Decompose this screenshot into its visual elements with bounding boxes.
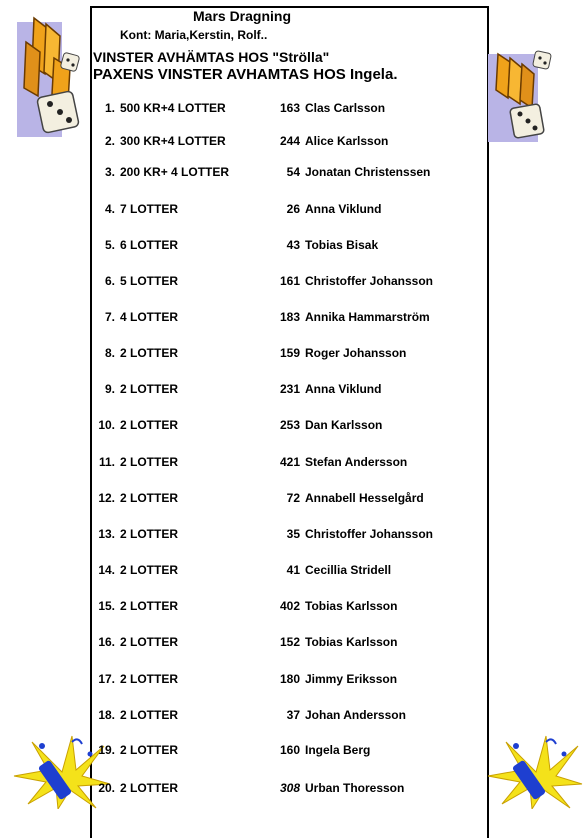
prize-text: 2 LOTTER xyxy=(120,708,179,722)
winner-row xyxy=(0,635,586,653)
row-number: 20. xyxy=(98,781,115,795)
prize-text: 2 LOTTER xyxy=(120,672,179,686)
winner-name: Jimmy Eriksson xyxy=(305,672,398,686)
row-number: 4. xyxy=(104,202,115,216)
winner-row xyxy=(0,672,586,690)
ticket-number: 152 xyxy=(279,635,300,649)
prize-text: 2 LOTTER xyxy=(120,781,179,795)
prize-text: 2 LOTTER xyxy=(120,382,179,396)
winner-row xyxy=(0,781,586,799)
row-number: 11. xyxy=(98,455,115,469)
ticket-number: 244 xyxy=(279,134,300,148)
dice-clipart-right-icon xyxy=(484,50,554,145)
ticket-number: 231 xyxy=(279,382,300,396)
winner-row xyxy=(0,101,586,119)
winner-name: Jonatan Christenssen xyxy=(305,165,431,179)
row-number: 6. xyxy=(104,274,115,288)
winner-name: Christoffer Johansson xyxy=(305,274,434,288)
prize-text: 2 LOTTER xyxy=(120,491,179,505)
winner-name: Alice Karlsson xyxy=(305,134,389,148)
winner-row xyxy=(0,491,586,509)
prize-text: 5 LOTTER xyxy=(120,274,179,288)
prize-text: 2 LOTTER xyxy=(120,418,179,432)
row-number: 19. xyxy=(98,743,115,757)
winner-row xyxy=(0,418,586,436)
row-number: 5. xyxy=(104,238,115,252)
winner-name: Roger Johansson xyxy=(305,346,407,360)
prize-text: 2 LOTTER xyxy=(120,563,179,577)
prize-text: 300 KR+4 LOTTER xyxy=(120,134,226,148)
ticket-number: 161 xyxy=(279,274,300,288)
row-number: 13. xyxy=(98,527,115,541)
prize-text: 6 LOTTER xyxy=(120,238,179,252)
ticket-number: 183 xyxy=(279,310,300,324)
ticket-number: 308 xyxy=(279,781,300,795)
winner-row xyxy=(0,708,586,726)
page-title: Mars Dragning xyxy=(193,8,292,24)
row-number: 3. xyxy=(104,165,115,179)
winner-name: Clas Carlsson xyxy=(305,101,386,115)
winner-row xyxy=(0,455,586,473)
ticket-number: 37 xyxy=(286,708,300,722)
winner-name: Anna Viklund xyxy=(305,382,382,396)
ticket-number: 72 xyxy=(286,491,300,505)
dice-clipart-left-icon xyxy=(12,12,82,142)
prize-text: 2 LOTTER xyxy=(120,346,179,360)
ticket-number: 26 xyxy=(286,202,300,216)
winner-row xyxy=(0,743,586,761)
row-number: 12. xyxy=(98,491,115,505)
row-number: 8. xyxy=(104,346,115,360)
winner-row xyxy=(0,310,586,328)
winner-name: Tobias Karlsson xyxy=(305,599,398,613)
row-number: 10. xyxy=(98,418,115,432)
pax-pickup-notice: PAXENS VINSTER AVHAMTAS HOS Ingela. xyxy=(93,66,398,83)
winner-row xyxy=(0,165,586,183)
ticket-number: 253 xyxy=(279,418,300,432)
winner-row xyxy=(0,202,586,220)
winner-name: Christoffer Johansson xyxy=(305,527,434,541)
winner-name: Johan Andersson xyxy=(305,708,406,722)
ticket-number: 43 xyxy=(286,238,300,252)
winner-name: Dan Karlsson xyxy=(305,418,383,432)
row-number: 9. xyxy=(104,382,115,396)
ticket-number: 163 xyxy=(279,101,300,115)
row-number: 2. xyxy=(104,134,115,148)
ticket-number: 421 xyxy=(279,455,300,469)
ticket-number: 54 xyxy=(286,165,300,179)
ticket-number: 160 xyxy=(279,743,300,757)
row-number: 7. xyxy=(104,310,115,324)
winner-row xyxy=(0,346,586,364)
row-number: 1. xyxy=(104,101,115,115)
prize-text: 7 LOTTER xyxy=(120,202,179,216)
row-number: 16. xyxy=(98,635,115,649)
prize-text: 500 KR+4 LOTTER xyxy=(120,101,226,115)
row-number: 14. xyxy=(98,563,115,577)
prize-text: 4 LOTTER xyxy=(120,310,179,324)
winner-row xyxy=(0,527,586,545)
row-number: 17. xyxy=(98,672,115,686)
winner-row xyxy=(0,238,586,256)
ticket-number: 35 xyxy=(286,527,300,541)
pickup-notice: VINSTER AVHÄMTAS HOS "Strölla" xyxy=(93,49,330,65)
winner-name: Stefan Andersson xyxy=(305,455,408,469)
winner-row xyxy=(0,563,586,581)
row-number: 18. xyxy=(98,708,115,722)
ticket-number: 41 xyxy=(286,563,300,577)
winner-name: Annabell Hesselgård xyxy=(305,491,424,505)
winner-row xyxy=(0,274,586,292)
ticket-number: 159 xyxy=(279,346,300,360)
winner-row xyxy=(0,599,586,617)
winner-name: Tobias Bisak xyxy=(305,238,379,252)
winner-name: Annika Hammarström xyxy=(305,310,430,324)
prize-text: 2 LOTTER xyxy=(120,743,179,757)
winner-name: Ingela Berg xyxy=(305,743,371,757)
prize-text: 200 KR+ 4 LOTTER xyxy=(120,165,230,179)
prize-text: 2 LOTTER xyxy=(120,599,179,613)
winner-name: Anna Viklund xyxy=(305,202,382,216)
prize-text: 2 LOTTER xyxy=(120,527,179,541)
row-number: 15. xyxy=(98,599,115,613)
winner-row xyxy=(0,382,586,400)
winner-name: Cecillia Stridell xyxy=(305,563,392,577)
ticket-number: 180 xyxy=(279,672,300,686)
winner-name: Urban Thoresson xyxy=(305,781,405,795)
winner-name: Tobias Karlsson xyxy=(305,635,398,649)
ticket-number: 402 xyxy=(279,599,300,613)
prize-text: 2 LOTTER xyxy=(120,635,179,649)
winner-row xyxy=(0,134,586,152)
kont-line: Kont: Maria,Kerstin, Rolf.. xyxy=(120,28,268,42)
prize-text: 2 LOTTER xyxy=(120,455,179,469)
